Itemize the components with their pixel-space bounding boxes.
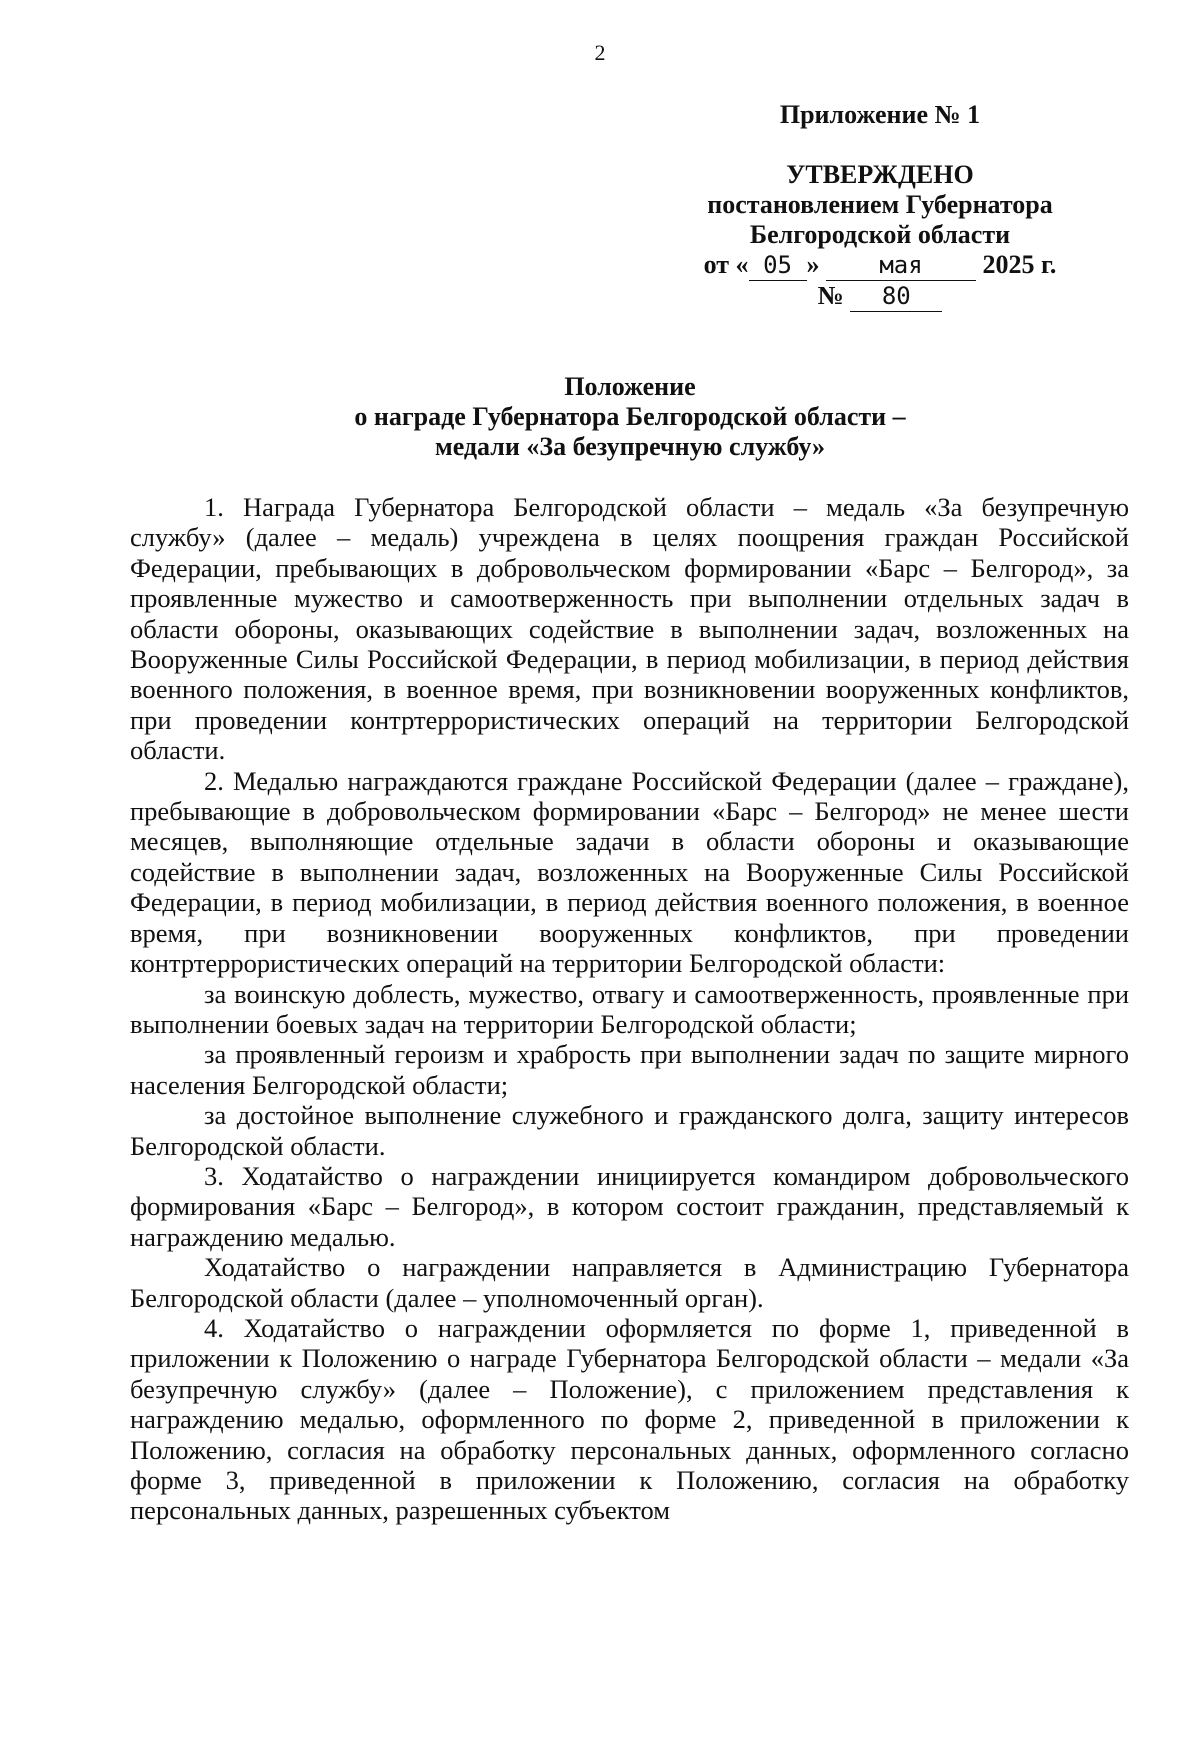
date-day: 05 — [749, 250, 807, 281]
paragraph-2-item-2: за проявленный героизм и храбрость при выполнении задач по защите мирного населения Белгородской области; — [130, 1039, 1129, 1100]
paragraph-2-item-1: за воинскую доблесть, мужество, отвагу и самоотверженность, проявленные при выполнении боевых задач на территории Белгородской области; — [130, 978, 1129, 1039]
number-line — [670, 281, 1090, 312]
region-line: Белгородской области — [749, 220, 1011, 249]
paragraph-3-continued: Ходатайство о награждении направляется в Администрацию Губернатора Белгородской области (далее – уполномоченный орган). — [130, 1252, 1129, 1313]
title-line-2: о награде Губернатора Белгородской области – — [354, 402, 906, 431]
number-prefix: № — [817, 281, 844, 310]
date-month: мая — [826, 250, 976, 281]
date-year: 2025 г. — [982, 250, 1057, 279]
document-body — [130, 492, 1129, 1526]
approval-stamp — [670, 160, 1090, 312]
title-line-1: Положение — [564, 372, 696, 401]
paragraph-3: 3. Ходатайство о награждении инициируется командиром добровольческого формирования «Барс – Белгород», в котором состоит гражданин, представляемый к награждению медалью. — [130, 1160, 1129, 1252]
decree-line: постановлением Губернатора — [707, 190, 1053, 219]
page-number: 2 — [594, 40, 606, 65]
paragraph-2: 2. Медалью награждаются граждане Российской Федерации (далее – граждане), пребывающие в добровольческом формировании «Барс – Белгород» не менее шести месяцев, выполняющие отдельные задачи в области обороны и оказывающие содействие в выполнении задач, возложенных на Вооруженные Силы Российской Федерации, в период мобилизации, в период действия военного положения, в военное время, при возникновении вооруженных конфликтов, при проведении контртеррористических операций на территории Белгородской области: — [130, 765, 1129, 979]
paragraph-1: 1. Награда Губернатора Белгородской области – медаль «За безупречную службу» (далее – медаль) учреждена в целях поощрения граждан Российской Федерации, пребывающих в добровольческом формировании «Барс – Белгород», за проявленные мужество и самоотверженность при выполнении отдельных задач в области обороны, оказывающих содействие в выполнении задач, возложенных на Вооруженные Силы Российской Федерации, в период мобилизации, в период действия военного положения, в военное время, при возникновении вооруженных конфликтов, при проведении контртеррористических операций на территории Белгородской области. — [130, 492, 1129, 766]
document-title — [130, 372, 1130, 462]
appendix-title: Приложение № 1 — [779, 100, 981, 129]
date-line — [670, 250, 1090, 281]
paragraph-2-item-3: за достойное выполнение служебного и гражданского долга, защиту интересов Белгородской области. — [130, 1100, 1129, 1161]
date-prefix: от « — [703, 250, 749, 279]
number-value: 80 — [850, 281, 942, 312]
paragraph-4: 4. Ходатайство о награждении оформляется по форме 1, приведенной в приложении к Положению о награде Губернатора Белгородской области – медали «За безупречную службу» (далее – Положение), с приложением представления к награждению медалью, оформленного по форме 2, приведенной в приложении к Положению, согласия на обработку персональных данных, оформленного согласно форме 3, приведенной в приложении к Положению, согласия на обработку персональных данных, разрешенных субъектом — [130, 1312, 1129, 1526]
title-line-3: медали «За безупречную службу» — [435, 432, 825, 461]
approved-label: УТВЕРЖДЕНО — [786, 160, 974, 189]
date-mid: » — [806, 250, 820, 279]
